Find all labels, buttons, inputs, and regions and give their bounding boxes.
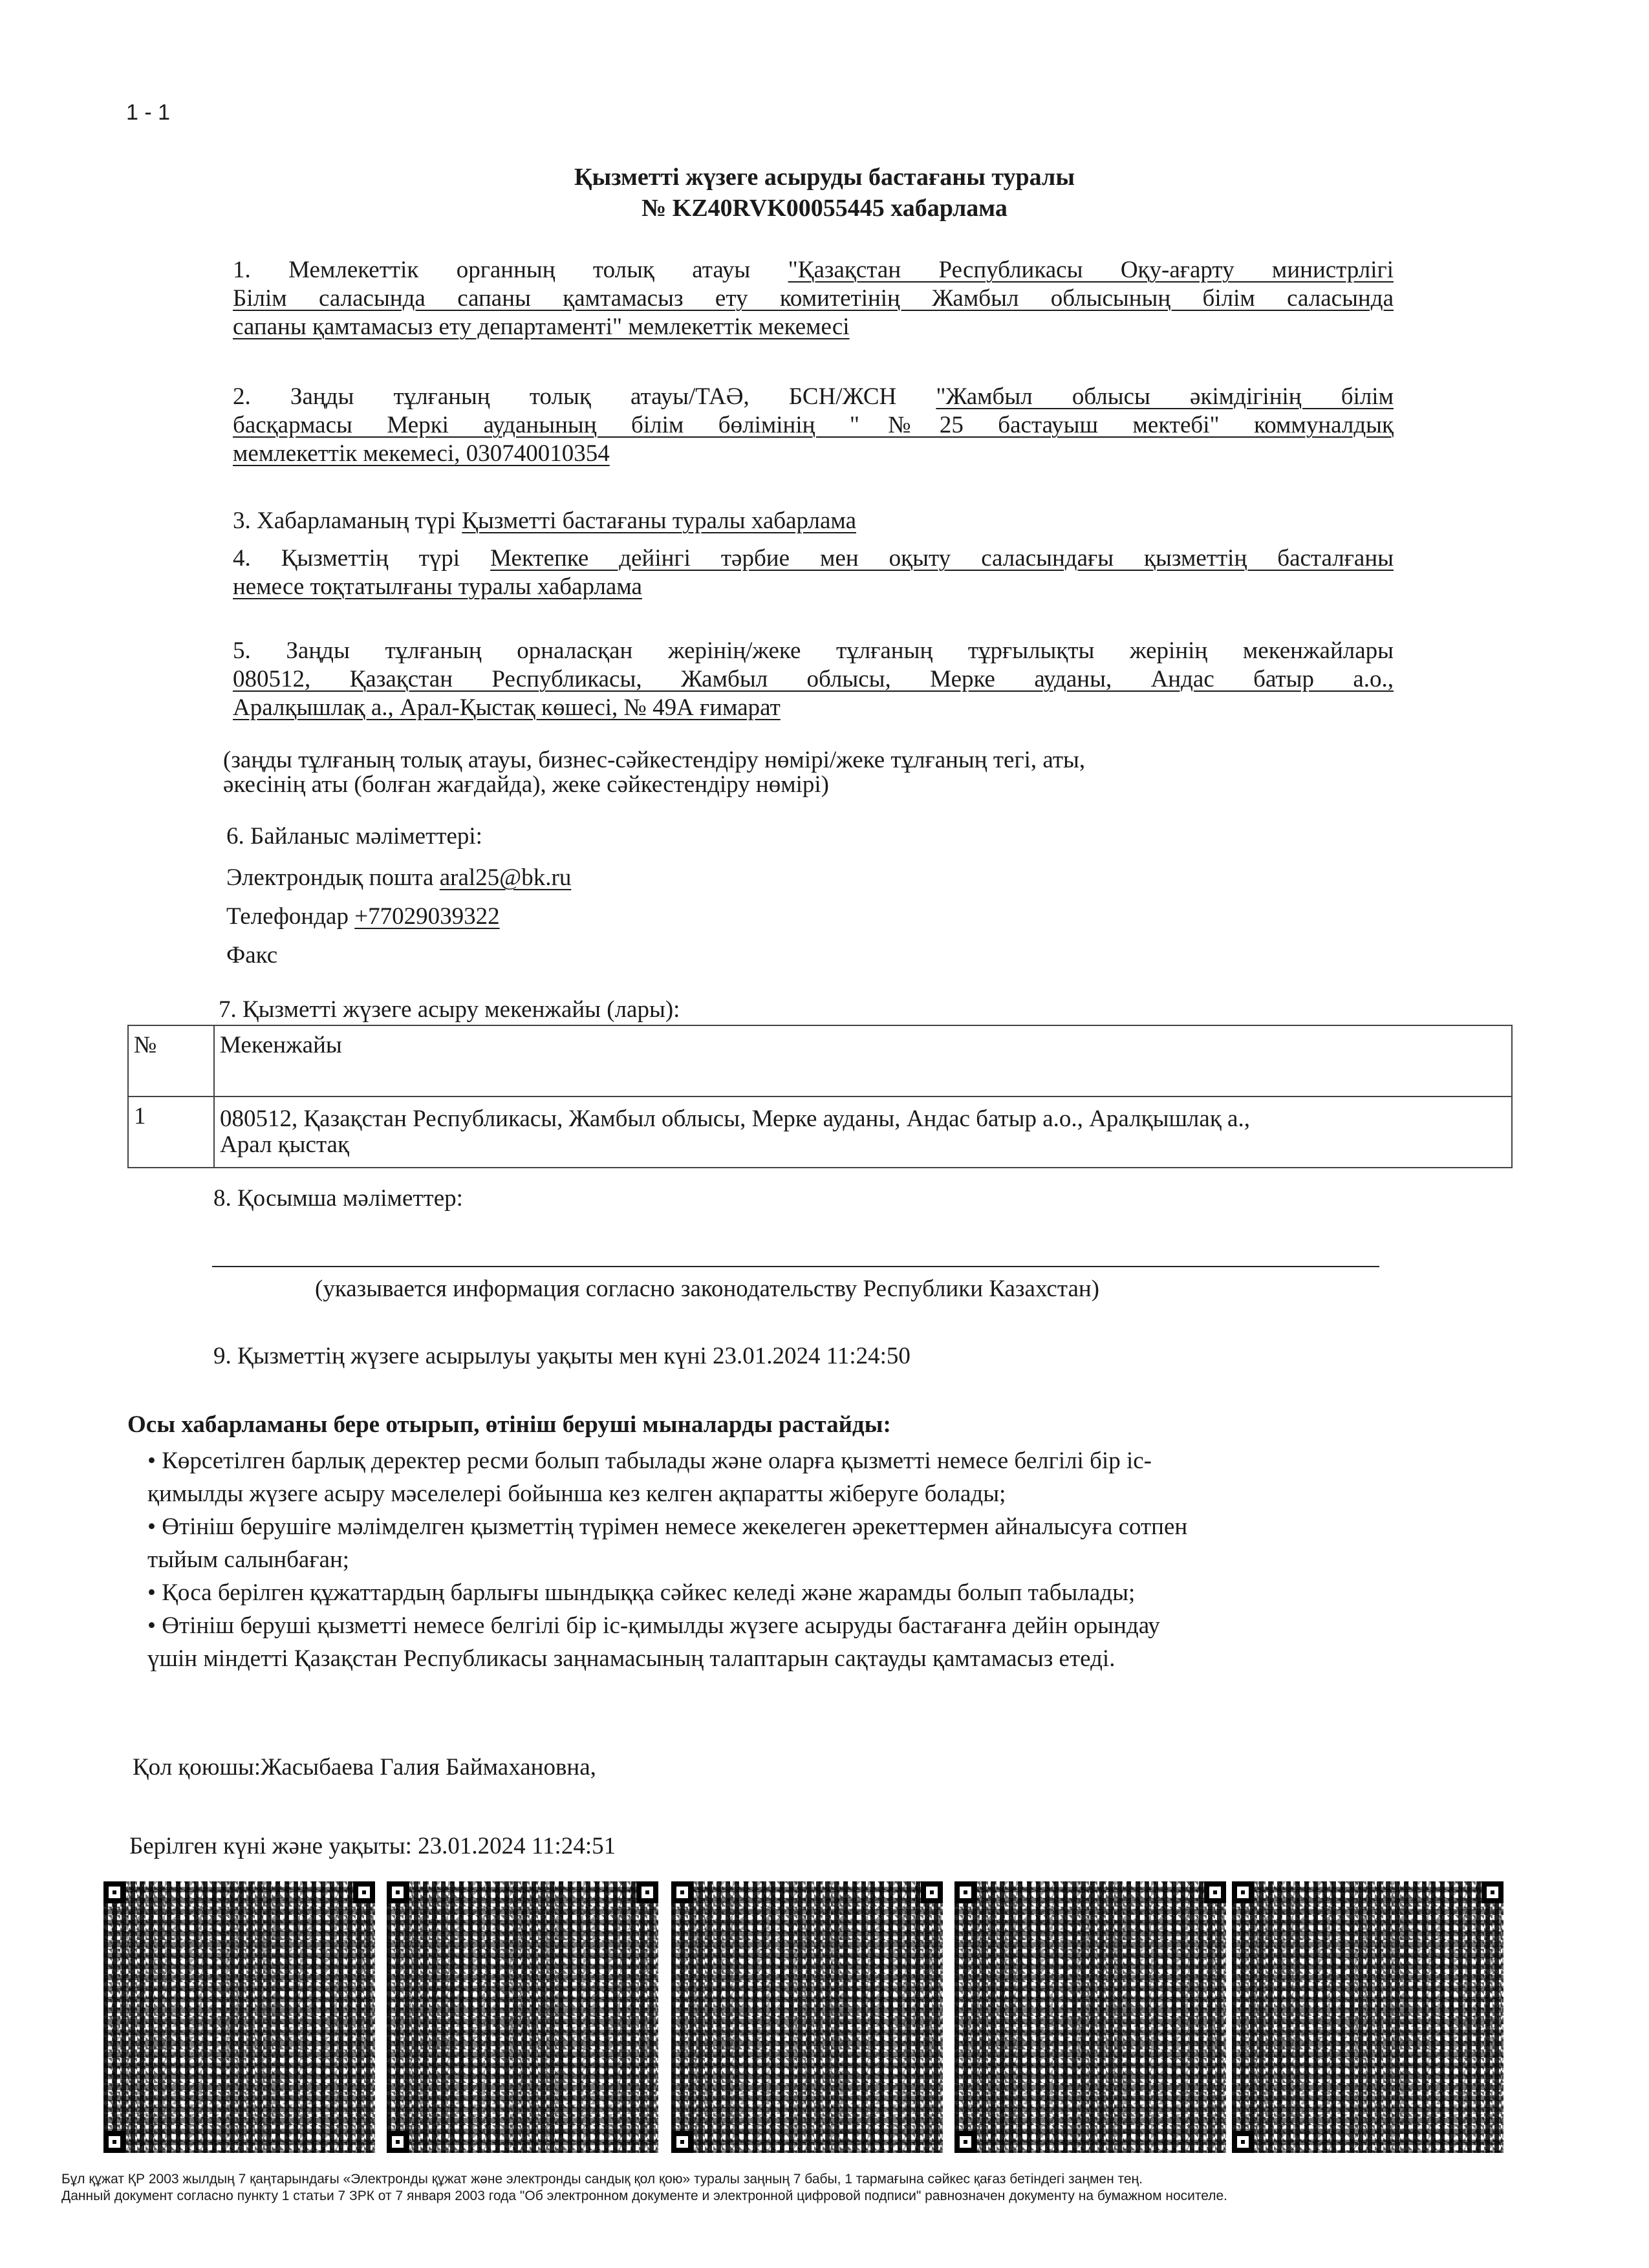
item-9-datetime: 23.01.2024 11:24:50: [712, 1343, 911, 1369]
qr-code-icon: [387, 1881, 658, 2153]
qr-code-icon: [954, 1881, 1226, 2153]
qr-code-icon: [671, 1881, 943, 2153]
contacts-heading: 6. Байланыс мәліметтері:: [226, 823, 482, 850]
item-9-label: 9. Қызметтің жүзеге асырылуы уақыты мен күні: [213, 1343, 707, 1369]
qr-finder-icon: [353, 1881, 375, 1903]
legend-note-line2: әкесінің аты (болған жағдайда), жеке сәйкестендіру нөмірі): [223, 771, 829, 798]
qr-finder-icon: [954, 1881, 976, 1903]
page-marker: 1 - 1: [126, 100, 171, 125]
confirmation-heading: Осы хабарламаны бере отырып, өтініш беруші мыналарды растайды:: [127, 1411, 891, 1438]
issued: [129, 1832, 616, 1860]
row-no: 1: [128, 1097, 214, 1168]
item-1-value-line3: сапаны қамтамасыз ету департаменті" мемлекеттік мекемесі: [233, 314, 850, 340]
qr-finder-icon: [671, 1881, 693, 1903]
qr-finder-icon: [1232, 2131, 1254, 2153]
confirmation-bullet-1: • Көрсетілген барлық деректер ресми болып табылады және оларға қызметті немесе белгілі бір іс-: [147, 1448, 1152, 1474]
address-table: [127, 1025, 1513, 1168]
col-address-header: Мекенжайы: [214, 1025, 1512, 1097]
document-number: № KZ40RVK00055445 хабарлама: [641, 195, 1008, 222]
item-3: [233, 507, 1394, 535]
footer-kk: Бұл құжат ҚР 2003 жылдың 7 қаңтарындағы «Электронды құжат және электронды сандық қол қою» туралы заңның 7 бабы, 1 тармағына сәйкес қағаз бетіндегі заңмен тең.: [61, 2172, 1143, 2187]
item-4-value: Мектепке дейінгі тәрбие мен оқыту саласындағы қызметтің басталғаны: [490, 545, 1394, 572]
table-row: [128, 1097, 1512, 1168]
signer: [133, 1753, 596, 1781]
qr-code-icon: [103, 1881, 375, 2153]
legend-note: [223, 748, 1085, 797]
address-table-header: [128, 1025, 1512, 1097]
legend-note-line1: (заңды тұлғаның толық атауы, бизнес-сәйкестендіру нөмірі/жеке тұлғаның тегі, аты,: [223, 747, 1086, 773]
issued-label: Берілген күні және уақыты:: [129, 1833, 412, 1859]
item-5-label: 5. Заңды тұлғаның орналасқан жерінің/жеке тұлғаның тұрғылықты жерінің мекенжайлары: [233, 637, 1394, 664]
issued-datetime: 23.01.2024 11:24:51: [418, 1833, 616, 1859]
col-no-header: №: [128, 1025, 214, 1097]
item-4-label: 4. Қызметтің түрі: [233, 545, 460, 572]
qr-finder-icon: [954, 2131, 976, 2153]
signer-label: Қол қоюшы:: [133, 1754, 261, 1781]
qr-finder-icon: [1204, 1881, 1226, 1903]
qr-finder-icon: [1482, 1881, 1503, 1903]
email-label: Электрондық пошта: [226, 864, 434, 891]
additional-line: [212, 1266, 1379, 1267]
additional-heading: 8. Қосымша мәліметтер:: [213, 1185, 463, 1212]
row-address: [214, 1097, 1512, 1168]
qr-finder-icon: [671, 2131, 693, 2153]
confirmation-bullet-3: • Қоса берілген құжаттардың барлығы шындыққа сәйкес келеді және жарамды болып табылады;: [147, 1579, 1136, 1606]
item-9: [213, 1342, 911, 1370]
item-4: [233, 544, 1394, 601]
item-2-value-line2: басқармасы Меркі ауданының білім бөлімінің "№25 бастауыш мектебі" коммуналдық: [233, 412, 1394, 438]
item-2-label: 2. Заңды тұлғаның толық атауы/ТАӘ, БСН/ЖСН: [233, 383, 897, 410]
qr-finder-icon: [1232, 1881, 1254, 1903]
item-5-value: 080512, Қазақстан Республикасы, Жамбыл облысы, Мерке ауданы, Андас батыр а.о.,: [233, 666, 1394, 692]
item-4-value-line2: немесе тоқтатылғаны туралы хабарлама: [233, 573, 642, 600]
qr-finder-icon: [921, 1881, 943, 1903]
item-5: [233, 637, 1394, 722]
confirmation-bullet-4-cont: үшін міндетті Қазақстан Республикасы заңнамасының талаптарын сақтауды қамтамасыз етеді.: [147, 1645, 1116, 1672]
item-1: [233, 256, 1394, 284]
item-3-value: Қызметті бастағаны туралы хабарлама: [462, 508, 857, 534]
qr-finder-icon: [103, 1881, 125, 1903]
phone-label: Телефондар: [226, 903, 349, 930]
qr-finder-icon: [636, 1881, 658, 1903]
email-link[interactable]: aral25@bk.ru: [439, 864, 572, 891]
fax-label: Факс: [226, 942, 278, 968]
confirmation-bullet-4: • Өтініш беруші қызметті немесе белгілі бір іс-қимылды жүзеге асыруды бастағанға дейін орындау: [147, 1612, 1160, 1639]
footer-ru: Данный документ согласно пункту 1 статьи 7 ЗРК от 7 января 2003 года "Об электронном документе и электронной цифровой подписи" равнозначен документу на бумажном носителе.: [61, 2188, 1228, 2203]
phone-row: [226, 903, 500, 930]
email-row: [226, 864, 571, 892]
item-1-label: 1. Мемлекеттік органның толық атауы: [233, 257, 751, 283]
item-3-label: 3. Хабарламаның түрі: [233, 508, 457, 534]
confirmation-bullet-2: • Өтініш берушіге мәлімделген қызметтің түрімен немесе жекелеген әрекеттермен айналысуға сотпен: [147, 1514, 1188, 1540]
qr-code-icon: [1232, 1881, 1503, 2153]
item-5-value-line2: Аралқышлақ а., Арал-Қыстақ көшесі, № 49А ғимарат: [233, 694, 781, 721]
item-1-value: "Қазақстан Республикасы Оқу-ағарту министрлігі: [788, 257, 1394, 283]
document-title: Қызметті жүзеге асыруды бастағаны туралы: [574, 164, 1075, 191]
phone-link[interactable]: +77029039322: [354, 903, 500, 930]
item-2: [233, 383, 1394, 468]
row-address-line2: Арал қыстақ: [220, 1131, 349, 1158]
qr-finder-icon: [387, 2131, 409, 2153]
item-2-value: "Жамбыл облысы әкімдігінің білім: [936, 383, 1394, 410]
confirmation-bullet-1-cont: қимылды жүзеге асыру мәселелері бойынша кез келген ақпаратты жіберуге болады;: [147, 1481, 1006, 1507]
signer-name: Жасыбаева Галия Баймахановна,: [261, 1754, 596, 1781]
footer: [61, 2171, 1588, 2205]
item-2-value-line3: мемлекеттік мекемесі, 030740010354: [233, 440, 610, 467]
qr-finder-icon: [387, 1881, 409, 1903]
qr-finder-icon: [103, 2131, 125, 2153]
row-address-line1: 080512, Қазақстан Республикасы, Жамбыл облысы, Мерке ауданы, Андас батыр а.о., Аралқышлақ а.,: [220, 1106, 1250, 1132]
confirmation-bullet-2-cont: тыйым салынбаған;: [147, 1546, 350, 1573]
confirmation-list: [147, 1444, 1376, 1675]
item-1-cont: [233, 284, 1394, 341]
item-1-value-line2: Білім саласында сапаны қамтамасыз ету комитетінің Жамбыл облысының білім саласында: [233, 285, 1394, 312]
addresses-heading: 7. Қызметті жүзеге асыру мекенжайы (лары):: [219, 996, 680, 1023]
additional-note: (указывается информация согласно законодательству Республики Казахстан): [315, 1276, 1099, 1302]
